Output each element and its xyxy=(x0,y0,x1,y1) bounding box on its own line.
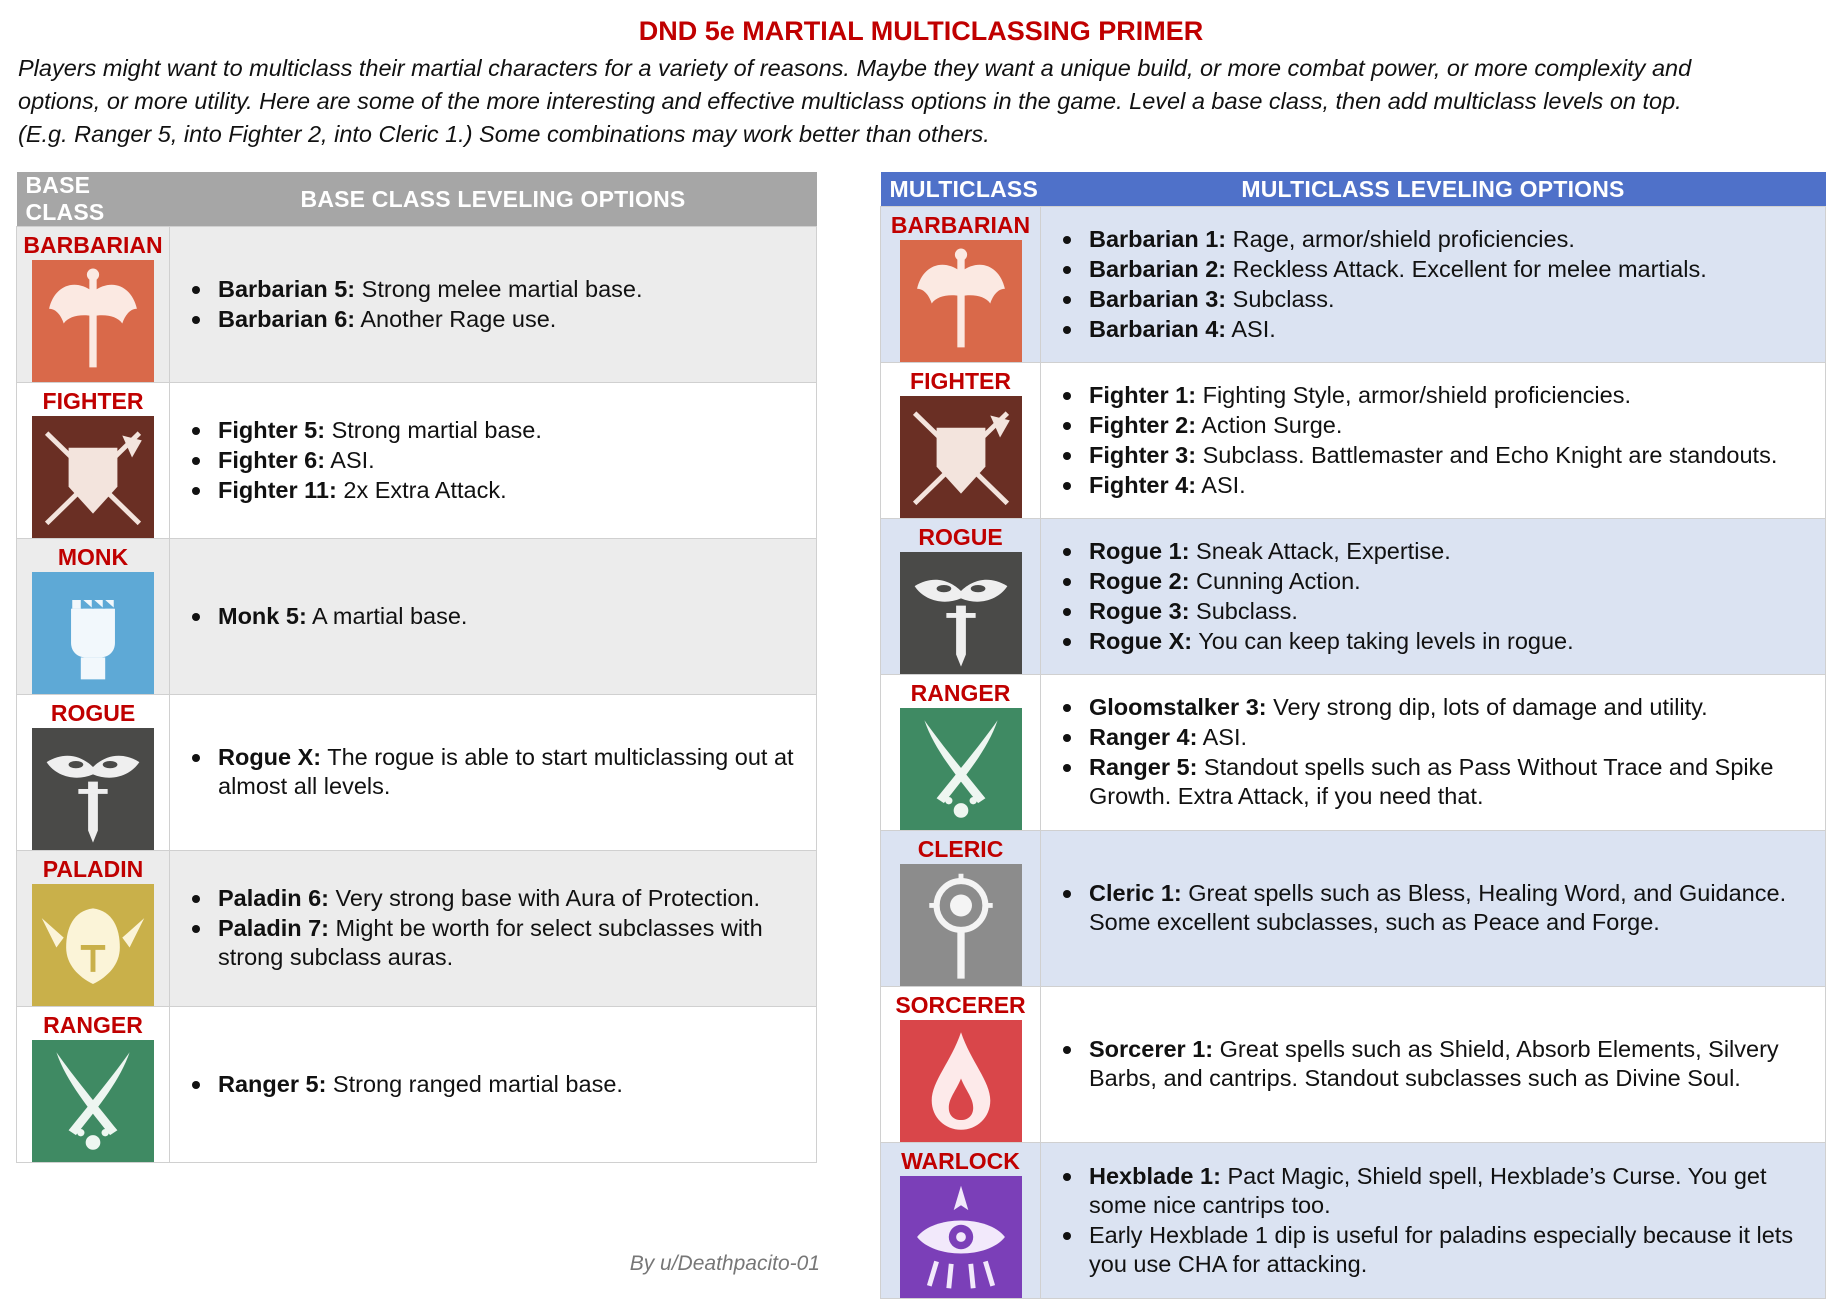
class-cell xyxy=(881,363,1041,519)
class-cell xyxy=(17,851,170,1007)
class-cell xyxy=(17,227,170,383)
fighter-shield-icon xyxy=(32,416,154,538)
option-level: Rogue X: xyxy=(1089,627,1193,654)
option-level: Fighter 3: xyxy=(1089,441,1197,468)
option-text: A martial base. xyxy=(306,602,468,629)
option-text: Action Surge. xyxy=(1196,411,1343,438)
list-item xyxy=(1089,723,1817,752)
rogue-dagger-icon xyxy=(900,552,1022,674)
cleric-mace-icon xyxy=(900,864,1022,986)
options-list xyxy=(1041,537,1825,656)
class-cell xyxy=(17,695,170,851)
option-level: Rogue 3: xyxy=(1089,597,1190,624)
list-item xyxy=(218,275,808,304)
option-text: ASI. xyxy=(1226,315,1276,342)
option-text: Great spells such as Bless, Healing Word, and Guidance. Some excellent subclasses, such as Peace and Forge. xyxy=(1089,880,1787,935)
options-cell xyxy=(1041,831,1826,987)
page-title: DND 5e MARTIAL MULTICLASSING PRIMER xyxy=(638,16,1204,46)
option-level: Gloomstalker 3: xyxy=(1089,694,1267,720)
option-level: Paladin 7: xyxy=(218,915,330,941)
option-level: Barbarian 2: xyxy=(1089,255,1227,282)
class-cell xyxy=(881,675,1041,831)
options-cell xyxy=(1041,519,1826,675)
ranger-swords-icon xyxy=(900,708,1022,830)
option-text: The rogue is able to start multiclassing out at almost all levels. xyxy=(218,744,794,799)
class-name: RANGER xyxy=(910,680,1011,706)
options-list xyxy=(1041,1162,1825,1279)
option-text: Strong melee martial base. xyxy=(355,275,643,302)
options-list xyxy=(1041,1035,1825,1093)
option-text: Standout spells such as Pass Without Trace and Spike Growth. Extra Attack, if you need that. xyxy=(1089,754,1774,809)
options-list xyxy=(170,743,816,801)
header-base-class: BASE CLASS xyxy=(17,172,170,227)
option-text: Sneak Attack, Expertise. xyxy=(1189,537,1451,564)
table-row xyxy=(881,1143,1826,1299)
list-item xyxy=(1089,441,1817,470)
multiclass-table xyxy=(880,172,1826,1299)
option-level: Barbarian 5: xyxy=(218,275,356,302)
class-cell xyxy=(881,1143,1041,1299)
list-item xyxy=(1089,315,1817,344)
option-text: ASI. xyxy=(1197,724,1248,750)
option-level: Barbarian 6: xyxy=(218,305,356,332)
option-text: Subclass. xyxy=(1189,597,1298,624)
class-cell xyxy=(17,539,170,695)
list-item xyxy=(218,914,808,972)
option-text: Very strong base with Aura of Protection. xyxy=(329,885,761,911)
list-item xyxy=(218,884,808,913)
option-level: Rogue 1: xyxy=(1089,537,1190,564)
list-item xyxy=(218,416,808,445)
list-item xyxy=(1089,537,1817,566)
option-level: Ranger 5: xyxy=(1089,754,1198,780)
option-level: Fighter 5: xyxy=(218,416,326,443)
options-cell xyxy=(1041,675,1826,831)
table-row xyxy=(881,363,1826,519)
list-item xyxy=(218,305,808,334)
list-item xyxy=(1089,1221,1817,1279)
monk-fist-icon xyxy=(32,572,154,694)
option-text: ASI. xyxy=(325,446,375,473)
list-item xyxy=(1089,597,1817,626)
options-cell xyxy=(170,1007,817,1163)
list-item xyxy=(1089,1162,1817,1220)
option-level: Rogue X: xyxy=(218,744,322,770)
option-text: ASI. xyxy=(1196,471,1246,498)
option-text: Might be worth for select subclasses with strong subclass auras. xyxy=(218,915,763,970)
class-name: ROGUE xyxy=(50,700,136,726)
table-row xyxy=(17,1007,817,1163)
list-item xyxy=(1089,627,1817,656)
option-level: Ranger 4: xyxy=(1089,724,1198,750)
option-level: Cleric 1: xyxy=(1089,880,1182,906)
intro-paragraph xyxy=(18,52,1818,151)
author-credit: By u/Deathpacito-01 xyxy=(629,1252,820,1275)
class-cell xyxy=(881,519,1041,675)
list-item xyxy=(1089,1035,1817,1093)
options-list xyxy=(170,602,816,631)
list-item xyxy=(1089,753,1817,811)
table-row xyxy=(17,227,817,383)
class-name: ROGUE xyxy=(918,524,1003,550)
option-level: Barbarian 3: xyxy=(1089,285,1227,312)
option-level: Monk 5: xyxy=(218,602,307,629)
option-level: Fighter 4: xyxy=(1089,471,1197,498)
class-name: MONK xyxy=(57,544,129,570)
class-cell xyxy=(17,383,170,539)
option-text: Rage, armor/shield proficiencies. xyxy=(1226,225,1575,252)
list-item xyxy=(218,1070,808,1099)
paladin-helm-icon xyxy=(32,884,154,1006)
option-text: Cunning Action. xyxy=(1189,567,1361,594)
class-name: PALADIN xyxy=(42,856,144,882)
option-level: Fighter 11: xyxy=(218,476,337,503)
list-item xyxy=(1089,693,1817,722)
ranger-swords-icon xyxy=(32,1040,154,1162)
options-cell xyxy=(1041,207,1826,363)
option-text: Another Rage use. xyxy=(355,305,557,332)
list-item xyxy=(1089,567,1817,596)
options-cell xyxy=(1041,1143,1826,1299)
list-item xyxy=(218,476,808,505)
option-level: Fighter 2: xyxy=(1089,411,1197,438)
table-row xyxy=(17,539,817,695)
options-list xyxy=(1041,693,1825,811)
header-multiclass: MULTICLASS xyxy=(881,172,1041,207)
class-name: SORCERER xyxy=(895,992,1026,1018)
intro-line: options, or more utility. Here are some of the more interesting and effective multiclass options in the game. Level a base class, then add multiclass levels on top. xyxy=(18,88,1682,114)
option-level: Rogue 2: xyxy=(1089,567,1190,594)
list-item xyxy=(218,743,808,801)
option-text: You can keep taking levels in rogue. xyxy=(1192,627,1574,654)
option-text: Fighting Style, armor/shield proficiencies. xyxy=(1196,381,1631,408)
class-name: CLERIC xyxy=(917,836,1004,862)
option-text: Subclass. Battlemaster and Echo Knight are standouts. xyxy=(1196,441,1778,468)
list-item xyxy=(1089,879,1817,937)
table-row xyxy=(881,831,1826,987)
option-text: Subclass. xyxy=(1226,285,1335,312)
options-cell xyxy=(1041,987,1826,1143)
list-item xyxy=(1089,411,1817,440)
table-row xyxy=(881,519,1826,675)
class-name: WARLOCK xyxy=(901,1148,1020,1174)
options-list xyxy=(170,1070,816,1099)
table-row xyxy=(881,675,1826,831)
base-class-table xyxy=(16,172,817,1163)
class-name: RANGER xyxy=(43,1012,143,1038)
option-text: Early Hexblade 1 dip is useful for paladins especially because it lets you use CHA for attacking. xyxy=(1089,1221,1794,1277)
options-cell xyxy=(170,383,817,539)
list-item xyxy=(1089,255,1817,284)
warlock-eye-icon xyxy=(900,1176,1022,1298)
list-item xyxy=(1089,285,1817,314)
table-row xyxy=(881,207,1826,363)
option-text: Great spells such as Shield, Absorb Elements, Silvery Barbs, and cantrips. Standout subclasses such as Divine Soul. xyxy=(1089,1036,1779,1091)
option-level: Barbarian 4: xyxy=(1089,315,1227,342)
options-list xyxy=(1041,879,1825,937)
option-level: Fighter 1: xyxy=(1089,381,1197,408)
class-cell xyxy=(881,207,1041,363)
class-cell xyxy=(881,831,1041,987)
option-level: Fighter 6: xyxy=(218,446,326,473)
option-text: Reckless Attack. Excellent for melee martials. xyxy=(1226,255,1707,282)
option-level: Barbarian 1: xyxy=(1089,225,1227,252)
table-header-row xyxy=(17,172,817,227)
options-cell xyxy=(170,227,817,383)
options-list xyxy=(1041,381,1825,500)
list-item xyxy=(1089,471,1817,500)
option-text: Strong ranged martial base. xyxy=(326,1070,623,1097)
intro-line: (E.g. Ranger 5, into Fighter 2, into Cleric 1.) Some combinations may work better than others. xyxy=(18,121,990,147)
table-row xyxy=(881,987,1826,1143)
options-list xyxy=(170,416,816,505)
table-row xyxy=(17,695,817,851)
options-list xyxy=(170,884,816,972)
barbarian-axe-icon xyxy=(900,240,1022,362)
table-row xyxy=(17,383,817,539)
rogue-dagger-icon xyxy=(32,728,154,850)
list-item xyxy=(1089,381,1817,410)
table-row xyxy=(17,851,817,1007)
option-text: Very strong dip, lots of damage and utility. xyxy=(1266,694,1708,720)
option-text: 2x Extra Attack. xyxy=(336,476,507,503)
header-base-options: BASE CLASS LEVELING OPTIONS xyxy=(170,172,817,227)
options-cell xyxy=(1041,363,1826,519)
class-cell xyxy=(881,987,1041,1143)
class-name: BARBARIAN xyxy=(890,212,1031,238)
header-multiclass-options: MULTICLASS LEVELING OPTIONS xyxy=(1041,172,1826,207)
sorcerer-flame-icon xyxy=(900,1020,1022,1142)
option-level: Ranger 5: xyxy=(218,1070,327,1097)
option-level: Hexblade 1: xyxy=(1089,1162,1221,1189)
class-name: FIGHTER xyxy=(42,388,144,414)
table-header-row xyxy=(881,172,1826,207)
list-item xyxy=(1089,225,1817,254)
class-name: FIGHTER xyxy=(910,368,1011,394)
option-text: Pact Magic, Shield spell, Hexblade’s Curse. You get some nice cantrips too. xyxy=(1089,1162,1767,1218)
options-cell xyxy=(170,539,817,695)
barbarian-axe-icon xyxy=(32,260,154,382)
options-list xyxy=(170,275,816,334)
intro-line: Players might want to multiclass their martial characters for a variety of reasons. Maybe they want a unique build, or more combat power, or more complexity and xyxy=(18,55,1692,81)
option-level: Sorcerer 1: xyxy=(1089,1036,1214,1062)
class-cell xyxy=(17,1007,170,1163)
class-name: BARBARIAN xyxy=(23,232,163,258)
option-level: Paladin 6: xyxy=(218,885,330,911)
options-cell xyxy=(170,851,817,1007)
list-item xyxy=(218,602,808,631)
fighter-shield-icon xyxy=(900,396,1022,518)
options-list xyxy=(1041,225,1825,344)
options-cell xyxy=(170,695,817,851)
list-item xyxy=(218,446,808,475)
option-text: Strong martial base. xyxy=(325,416,542,443)
